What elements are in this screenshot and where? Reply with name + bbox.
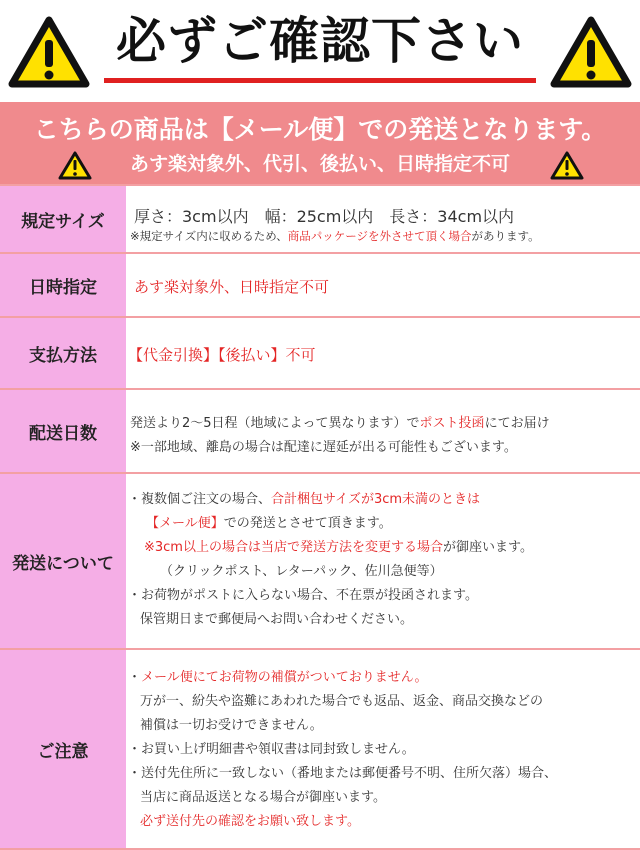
row-value: [126, 254, 640, 316]
row-payment: [0, 318, 640, 390]
notice-banner: [0, 102, 640, 184]
page-title: 必ずご確認下さい: [116, 12, 524, 70]
row-label: 発送について: [0, 474, 126, 648]
notice-line-7: 必ず送付先の確認をお願い致します。: [140, 814, 360, 829]
warning-triangle-icon: [6, 14, 92, 90]
notice-line-5: ・送付先住所に一致しない（番地または郵便番号不明、住所欠落）場合、: [128, 766, 558, 781]
notice-line-1: ・メール便にてお荷物の補償がついておりません。: [128, 670, 428, 685]
days-line-2: ※一部地域、離島の場合は配達に遅延が出る可能性もございます。: [130, 440, 517, 455]
notice-line-2: 万が一、紛失や盗難にあわれた場合でも返品、返金、商品交換などの: [140, 694, 544, 709]
shipping-line-5: ・お荷物がポストに入らない場合、不在票が投函されます。: [128, 588, 478, 603]
row-value: [126, 474, 640, 648]
payment-text: 【代金引換】【後払い】不可: [128, 346, 316, 364]
size-dimensions: 厚さ：3cm以内 幅：25cm以内 長さ：34cm以内: [134, 207, 515, 226]
shipping-line-6: 保管期日まで郵便局へお問い合わせください。: [140, 612, 414, 627]
title-underline: [104, 78, 536, 83]
size-note: ※規定サイズ内に収めるため、商品パッケージを外させて頂く場合があります。: [130, 229, 540, 243]
row-size: [0, 184, 640, 254]
notice-line-6: 当店に商品返送となる場合が御座います。: [140, 790, 386, 805]
row-value: [126, 186, 640, 252]
banner-subline-text: あす楽対象外、代引、後払い、日時指定不可: [129, 153, 510, 175]
row-label: 日時指定: [0, 254, 126, 316]
row-shipping: [0, 474, 640, 650]
row-label: 支払方法: [0, 318, 126, 388]
row-notice: [0, 650, 640, 850]
row-value: [126, 318, 640, 388]
shipping-line-3: ※3cm以上の場合は当店で発送方法を変更する場合が御座います。: [144, 540, 533, 555]
notice-line-4: ・お買い上げ明細書や領収書は同封致しません。: [128, 742, 415, 757]
row-delivery-days: [0, 390, 640, 474]
warning-triangle-icon: [58, 150, 92, 180]
days-line-1: 発送より2～5日程（地域によって異なります）でポスト投函にてお届け: [130, 416, 550, 431]
warning-triangle-icon: [548, 14, 634, 90]
row-value: [126, 650, 640, 848]
header: [0, 0, 640, 102]
row-value: [126, 390, 640, 472]
shipping-line-2: 【メール便】での発送とさせて頂きます。: [146, 516, 392, 531]
row-label: 配送日数: [0, 390, 126, 472]
row-label: 規定サイズ: [0, 186, 126, 252]
shipping-line-1: ・複数個ご注文の場合、合計梱包サイズが3cm未満のときは: [128, 492, 481, 507]
row-label: ご注意: [0, 650, 126, 848]
datetime-text: あす楽対象外、日時指定不可: [134, 278, 330, 296]
banner-headline: こちらの商品は【メール便】での発送となります。: [33, 115, 607, 144]
warning-triangle-icon: [550, 150, 584, 180]
banner-subline: [0, 146, 640, 182]
shipping-line-4: （クリックポスト、レターパック、佐川急便等）: [160, 564, 443, 579]
info-table: [0, 184, 640, 850]
row-datetime: [0, 254, 640, 318]
notice-line-3: 補償は一切お受けできません。: [140, 718, 323, 733]
